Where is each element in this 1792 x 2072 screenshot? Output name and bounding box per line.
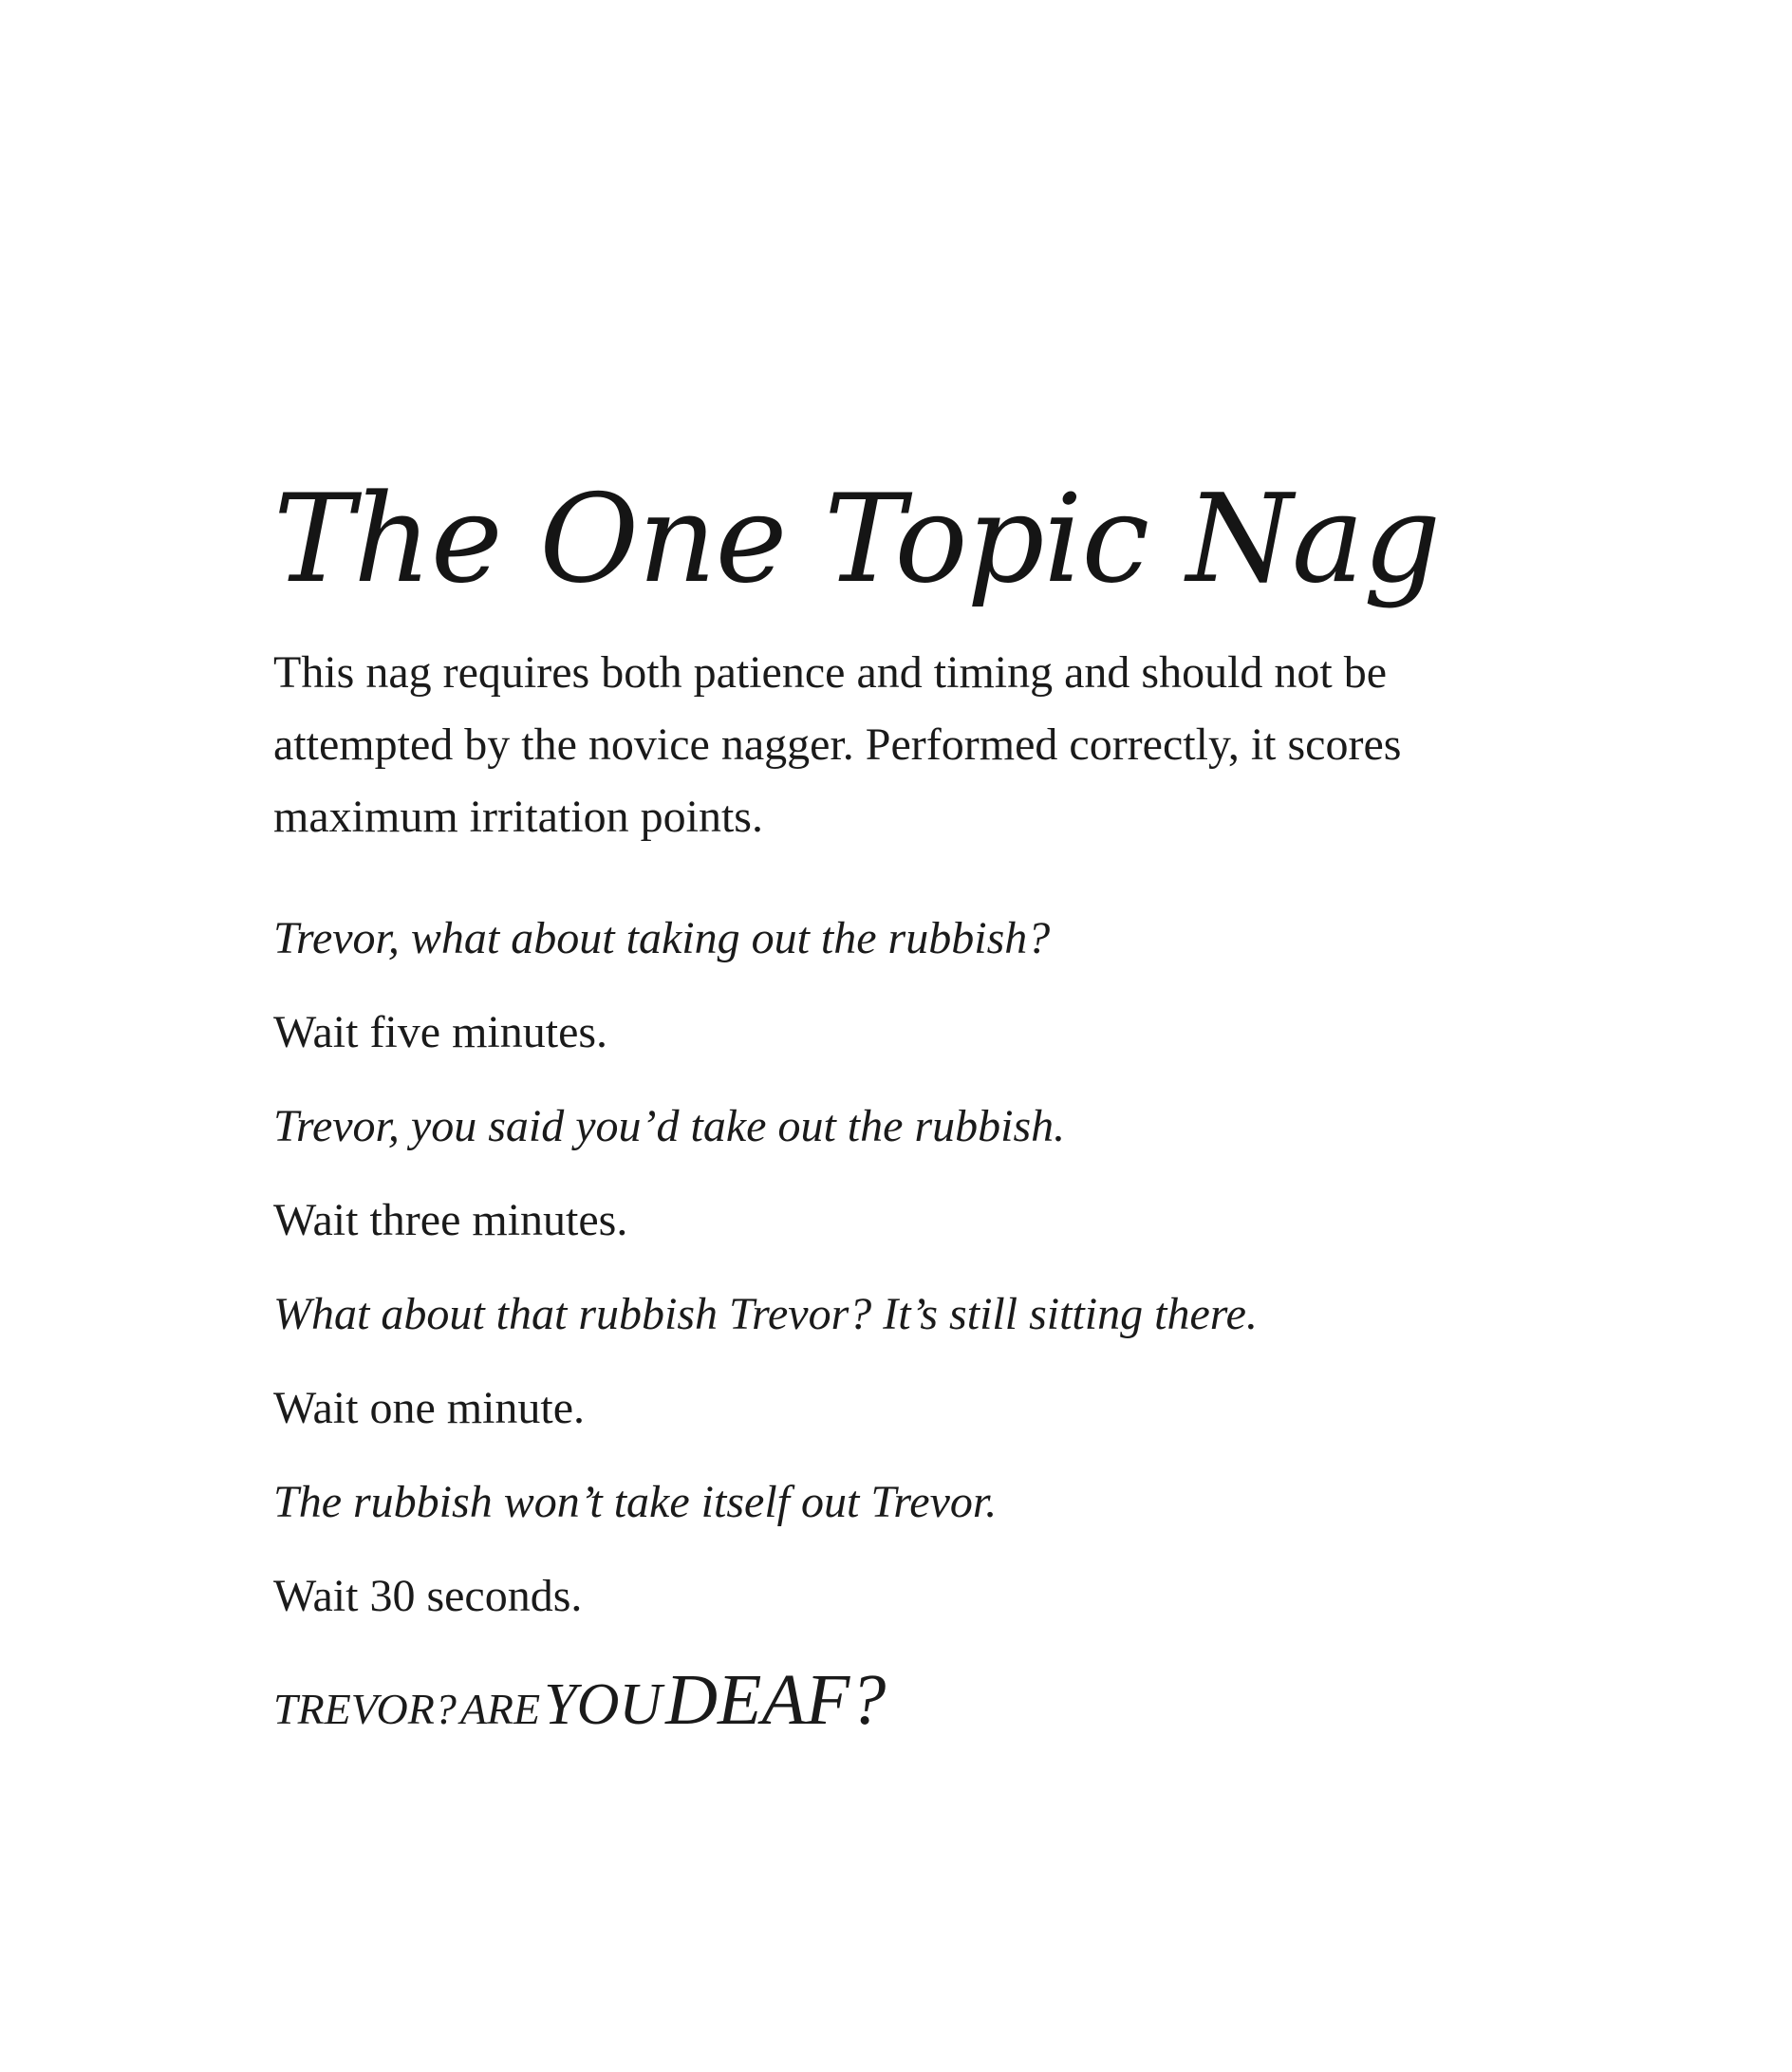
dialogue-line-instruction: Wait 30 seconds. [273, 1571, 583, 1621]
final-word: ARE [459, 1685, 541, 1733]
dialogue [273, 912, 1507, 1740]
dialogue-line-instruction: Wait three minutes. [273, 1195, 628, 1245]
page-title: The One Topic Nag [273, 469, 1441, 610]
dialogue-line-speech: What about that rubbish Trevor? It’s still sitting there. [273, 1289, 1258, 1339]
final-word: YOU [544, 1672, 663, 1737]
final-word: TREVOR? [273, 1685, 457, 1733]
final-word: DEAF? [665, 1660, 887, 1740]
dialogue-line-speech: The rubbish won’t take itself out Trevor. [273, 1477, 998, 1527]
dialogue-line-speech: Trevor, what about taking out the rubbish? [273, 913, 1051, 963]
final-shout [273, 1660, 1507, 1740]
dialogue-line-speech: Trevor, you said you’d take out the rubbish. [273, 1101, 1066, 1151]
dialogue-line-instruction: Wait one minute. [273, 1383, 586, 1433]
page-content [273, 469, 1507, 1740]
dialogue-line-instruction: Wait five minutes. [273, 1007, 608, 1057]
intro-paragraph: This nag requires both patience and timing and should not be attempted by the novice nagger. Performed correctly, it scores maximum irritation points. [273, 647, 1402, 842]
